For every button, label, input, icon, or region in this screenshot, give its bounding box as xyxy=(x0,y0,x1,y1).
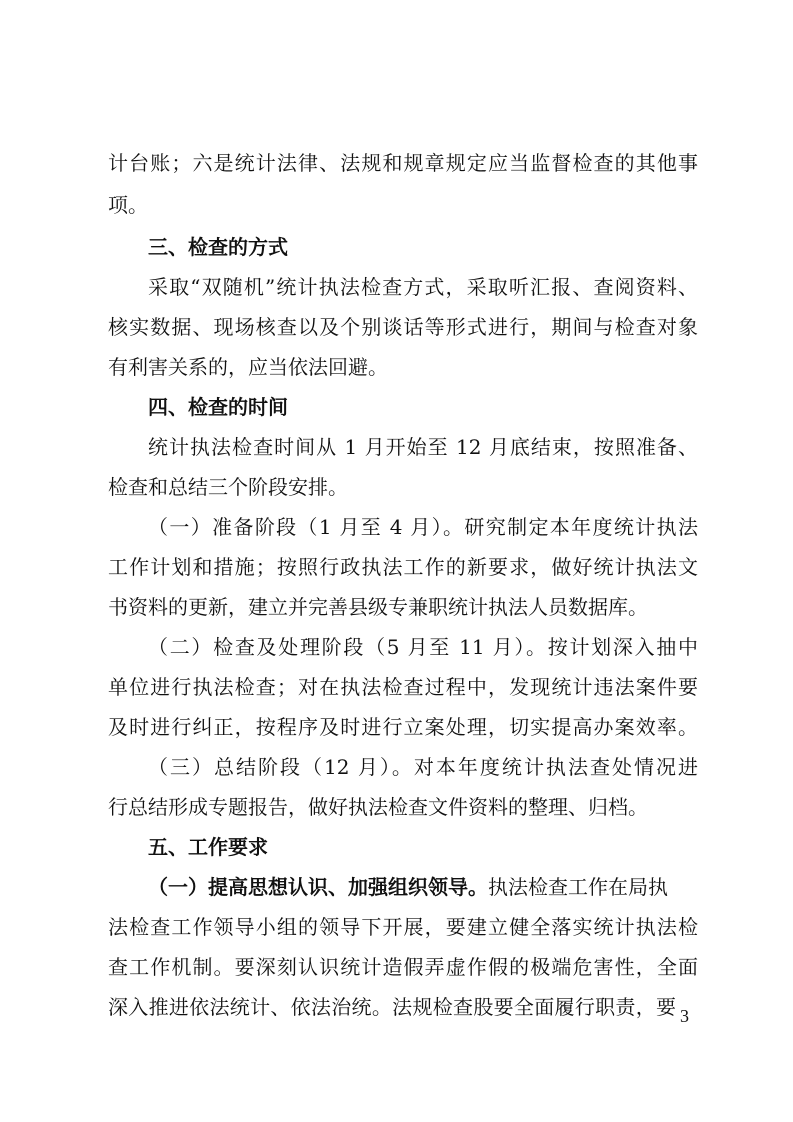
text-line: （二）检查及处理阶段（5 月至 11 月）。按计划深入抽中 xyxy=(148,635,698,659)
text-line: （三）总结阶段（12 月）。对本年度统计执法查处情况进 xyxy=(148,755,698,779)
text-line: 行总结形成专题报告，做好执法检查文件资料的整理、归档。 xyxy=(108,795,648,819)
text-span: 执法检查工作在局执 xyxy=(488,875,668,899)
text-line: 深入推进依法统计、依法治统。法规检查股要全面履行职责，要 xyxy=(108,995,676,1019)
text-line: 法检查工作领导小组的领导下开展，要建立健全落实统计执法检 xyxy=(108,915,698,939)
text-line: 项。 xyxy=(108,193,148,217)
text-line: 工作计划和措施；按照行政执法工作的新要求，做好统计执法文 xyxy=(108,555,698,579)
bold-lead-phrase: （一）提高思想认识、加强组织领导。 xyxy=(148,875,488,899)
text-line: 统计执法检查时间从 1 月开始至 12 月底结束，按照准备、 xyxy=(148,435,698,459)
text-line xyxy=(148,874,698,900)
text-line: 及时进行纠正，按程序及时进行立案处理，切实提高办案效率。 xyxy=(108,715,698,739)
text-line: 计台账；六是统计法律、法规和规章规定应当监督检查的其他事 xyxy=(108,151,698,175)
text-line: （一）准备阶段（1 月至 4 月）。研究制定本年度统计执法 xyxy=(148,515,698,539)
text-line: 单位进行执法检查；对在执法检查过程中，发现统计违法案件要 xyxy=(108,675,698,699)
text-line: 核实数据、现场核查以及个别谈话等形式进行，期间与检查对象 xyxy=(108,315,698,339)
text-line: 有利害关系的，应当依法回避。 xyxy=(108,355,388,379)
page-number: 3 xyxy=(680,1006,689,1026)
section-heading-3: 三、检查的方式 xyxy=(148,235,288,259)
section-heading-4: 四、检查的时间 xyxy=(148,395,288,419)
text-line: 查工作机制。要深刻认识统计造假弄虚作假的极端危害性，全面 xyxy=(108,955,698,979)
text-line: 检查和总结三个阶段安排。 xyxy=(108,475,348,499)
section-heading-5: 五、工作要求 xyxy=(148,835,268,859)
text-line: 采取“双随机”统计执法检查方式，采取听汇报、查阅资料、 xyxy=(148,275,698,299)
text-line: 书资料的更新，建立并完善县级专兼职统计执法人员数据库。 xyxy=(108,595,648,619)
